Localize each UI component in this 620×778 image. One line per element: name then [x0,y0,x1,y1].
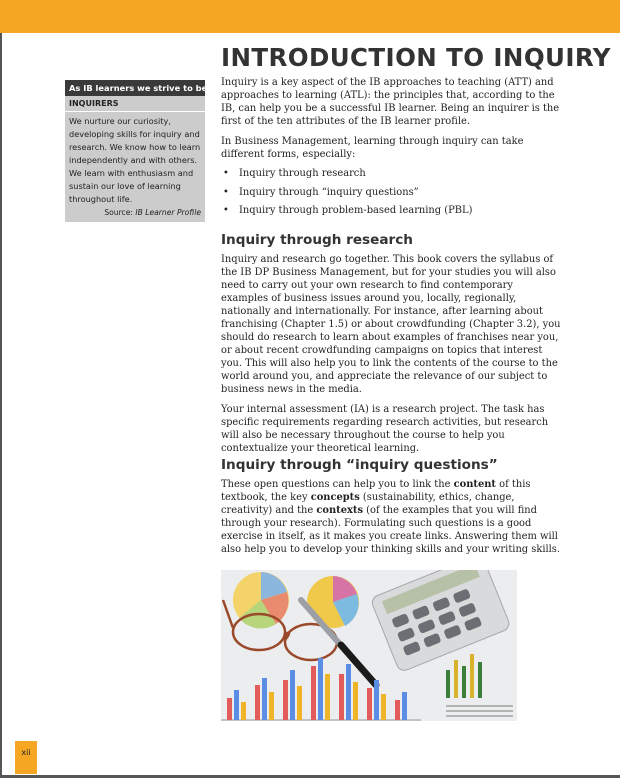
learner-profile-attribute: INQUIRERS [69,99,119,108]
source-label: Source: [104,208,133,217]
page-title: INTRODUCTION TO INQUIRY [221,43,611,72]
list-item: • Inquiry through “inquiry questions” [221,186,561,205]
intro-section [221,76,561,223]
inquiry-forms-list [221,167,561,223]
questions-section [221,478,561,556]
research-section [221,253,561,455]
section-heading-research: Inquiry through research [221,232,413,248]
keyword-content: content [453,479,496,490]
photo-illustration [221,570,517,721]
page-border-left [0,33,2,778]
source-title: IB Learner Profile [135,208,201,217]
learner-profile-box [65,80,211,222]
learner-profile-source [65,206,205,217]
research-paragraph-2: Your internal assessment (IA) is a research project. The task has specific requirements regarding research activities, but research will also be necessary throughout the course to help you contextualize your theoretical learning. [221,404,549,454]
text-run: (of the examples that you will find through your research). Formulating such questions is a good exercise in itself, as it makes you create links. Answering them will also help you to develop your thinking skills and your writing skills. [221,505,560,555]
intro-paragraph-1: Inquiry is a key aspect of the IB approaches to teaching (ATT) and approaches to learning (ATL): the principles that, according to the IB, can help you be a successful IB learner. Being an inquirer is the first of the ten attributes of the IB learner profile. [221,77,560,127]
text-run: (sustainability, ethics, change, creativity) and the [221,492,515,516]
questions-paragraph [221,478,561,556]
keyword-contexts: contexts [316,505,364,516]
pie-chart-graphic-2 [307,576,359,628]
research-paragraph-1: Inquiry and research go together. This book covers the syllabus of the IB DP Business Management, but for your studies you will also need to carry out your own research to find contemporary examples of business issues around you, locally, regionally, nationally and internationally. For instance, after learning about franchising (Chapter 1.5) or about crowdfunding (Chapter 3.2), you should do research to learn about examples of franchises near you, or about recent crowdfunding campaigns on topics that interest you. This will also help you to link the contents of the course to the world around you, and appreciate the relevance of our subject to business news in the media. [221,254,561,395]
list-item: • Inquiry through problem-based learning (PBL) [221,204,561,223]
business-photo [221,570,517,721]
keyword-concepts: concepts [310,492,360,503]
header-band [0,0,620,33]
learner-profile-heading: As IB learners we strive to be: [65,80,205,96]
intro-paragraph-2: In Business Management, learning through inquiry can take different forms, especially: [221,136,524,160]
list-item: • Inquiry through research [221,167,561,186]
text-run: These open questions can help you to link the [221,479,454,490]
learner-profile-text: We nurture our curiosity, developing skills for inquiry and research. We know how to learn independently and with others. We learn with enthusiasm and sustain our love of learning throughout life. [69,116,201,204]
section-heading-questions: Inquiry through “inquiry questions” [221,457,498,473]
page-number: xii [15,741,37,774]
text-run: of this textbook, the key [221,479,531,503]
